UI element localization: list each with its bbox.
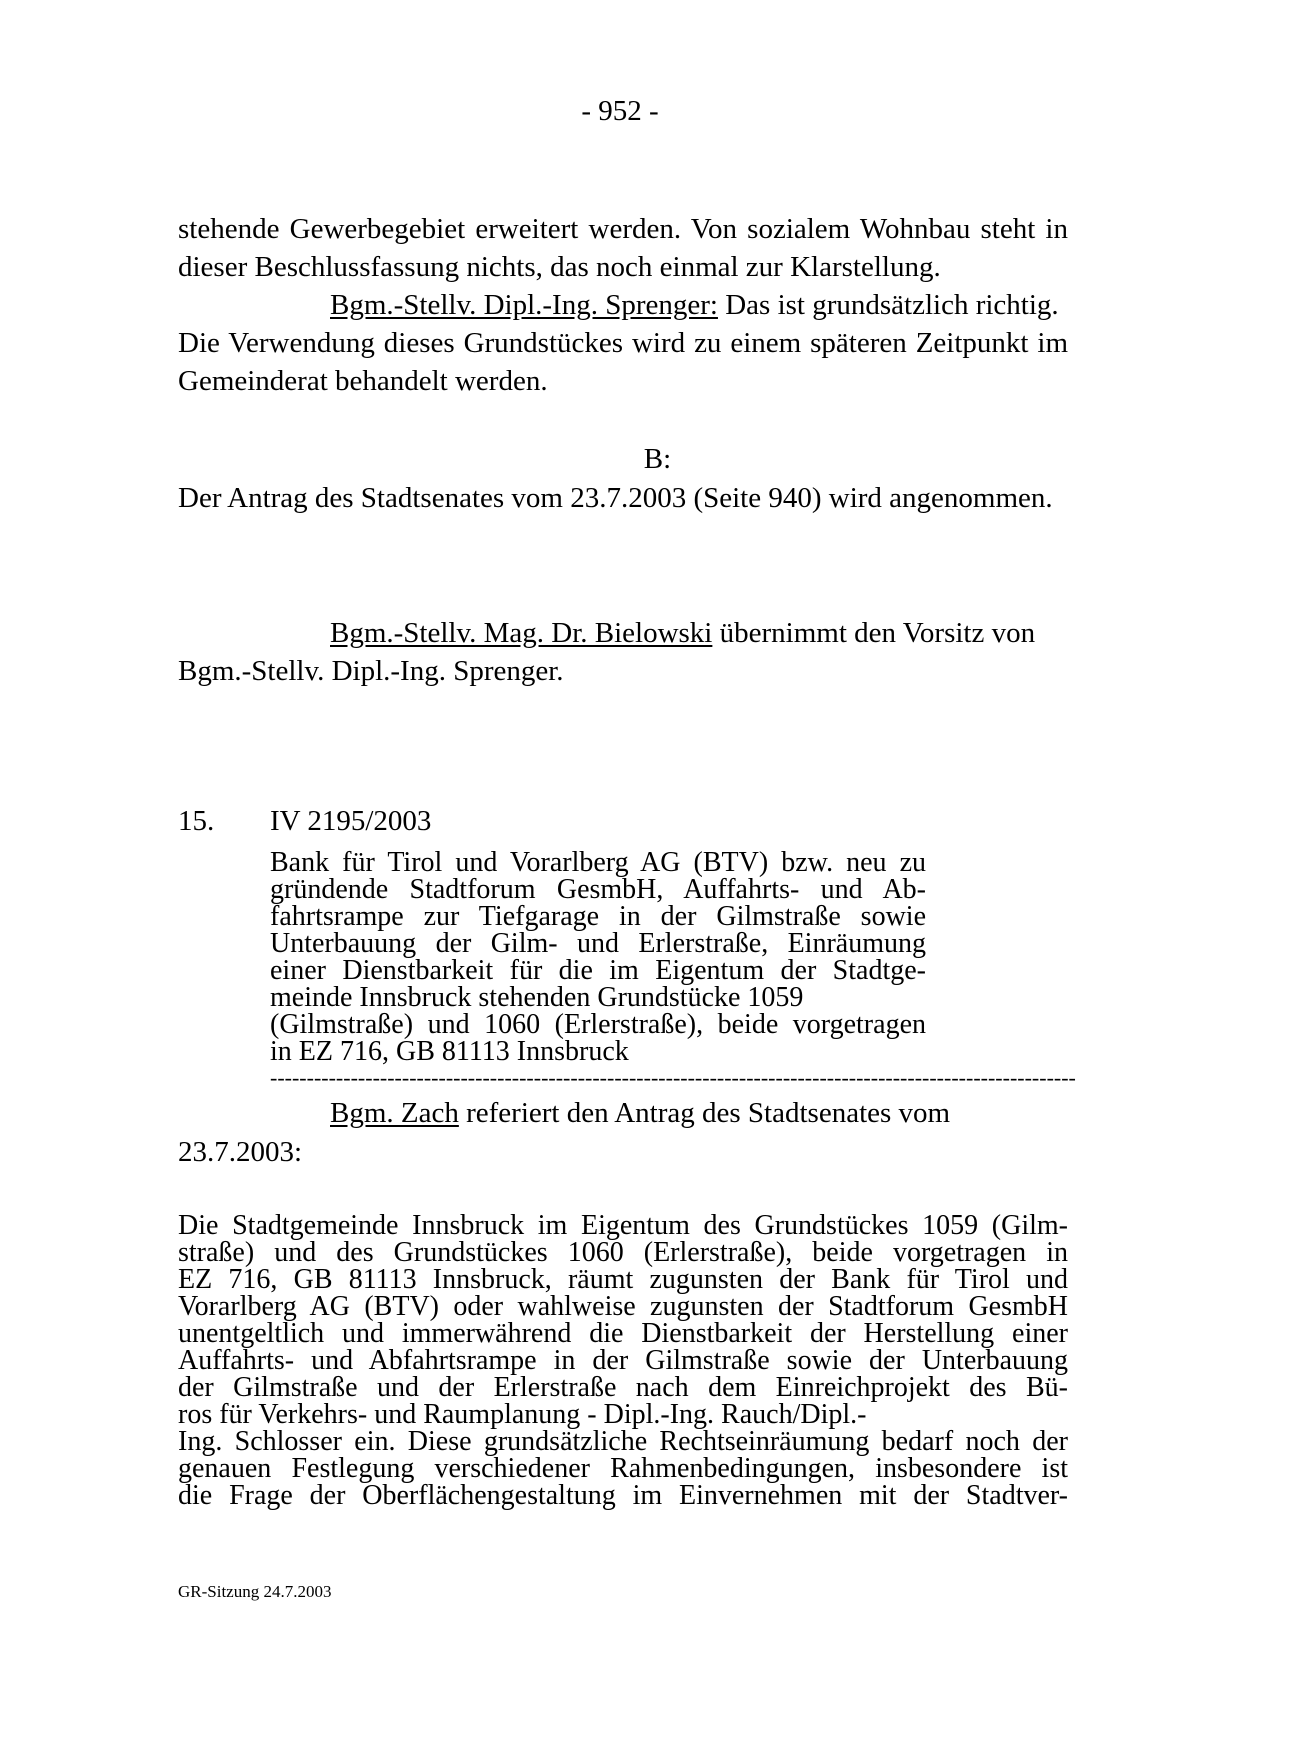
motion-line: Die Stadtgemeinde Innsbruck im Eigentum des Grundstückes 1059 (Gilm- xyxy=(178,1210,1068,1241)
item-code: IV 2195/2003 xyxy=(270,805,432,837)
intro-line-2: dieser Beschlussfassung nichts, das noch einmal zur Klarstellung. xyxy=(178,251,941,283)
separator-line: -------------------------------------------------------------------------------------------------------------- xyxy=(270,1065,1076,1090)
motion-line: straße) und des Grundstückes 1060 (Erlerstraße), beide vorgetragen in xyxy=(178,1237,1068,1268)
subject-line: meinde Innsbruck stehenden Grundstücke 1059 xyxy=(270,982,804,1013)
motion-line: der Gilmstraße und der Erlerstraße nach dem Einreichprojekt des Bü- xyxy=(178,1372,1068,1403)
motion-line: EZ 716, GB 81113 Innsbruck, räumt zugunsten der Bank für Tirol und xyxy=(178,1264,1068,1295)
subject-line: (Gilmstraße) und 1060 (Erlerstraße), beide vorgetragen xyxy=(270,1009,926,1040)
intro-line-3 xyxy=(178,286,1068,324)
subject-line: Bank für Tirol und Vorarlberg AG (BTV) bzw. neu zu xyxy=(270,847,926,878)
subject-line: Unterbauung der Gilm- und Erlerstraße, Einräumung xyxy=(270,928,926,959)
subject-line: fahrtsrampe zur Tiefgarage in der Gilmstraße sowie xyxy=(270,901,926,932)
motion-line: die Frage der Oberflächengestaltung im Einvernehmen mit der Stadtver- xyxy=(178,1480,1068,1511)
motion-line: Ing. Schlosser ein. Diese grundsätzliche Rechtseinräumung bedarf noch der xyxy=(178,1426,1068,1457)
motion-line: Auffahrts- und Abfahrtsrampe in der Gilmstraße sowie der Unterbauung xyxy=(178,1345,1068,1376)
motion-date: 23.7.2003: xyxy=(178,1136,303,1168)
section-b-resolution: Der Antrag des Stadtsenates vom 23.7.2003 (Seite 940) wird angenommen. xyxy=(178,482,1053,514)
footer-session-date: GR-Sitzung 24.7.2003 xyxy=(178,1582,332,1601)
page-number: - 952 - xyxy=(581,95,659,127)
chair-change-text: übernimmt den Vorsitz von xyxy=(712,617,1036,649)
intro-line-5: Gemeinderat behandelt werden. xyxy=(178,365,548,397)
intro-line-1: stehende Gewerbegebiet erweitert werden. Von sozialem Wohnbau steht in xyxy=(178,213,1068,245)
speaker-zach: Bgm. Zach xyxy=(330,1097,459,1129)
item-subject xyxy=(270,849,926,1065)
item-number: 15. xyxy=(178,805,215,837)
motion-text xyxy=(178,1212,1068,1509)
motion-line: unentgeltlich und immerwährend die Dienstbarkeit der Herstellung einer xyxy=(178,1318,1068,1349)
referent-text: referiert den Antrag des Stadtsenates vom xyxy=(458,1097,951,1129)
chair-change-line-2: Bgm.-Stellv. Dipl.-Ing. Sprenger. xyxy=(178,655,564,687)
intro-line-4: Die Verwendung dieses Grundstückes wird zu einem späteren Zeitpunkt im xyxy=(178,327,1068,359)
motion-line: Vorarlberg AG (BTV) oder wahlweise zugunsten der Stadtforum GesmbH xyxy=(178,1291,1068,1322)
speaker-sprenger: Bgm.-Stellv. Dipl.-Ing. Sprenger: xyxy=(330,289,718,321)
subject-line: in EZ 716, GB 81113 Innsbruck xyxy=(270,1036,629,1067)
subject-line: gründende Stadtforum GesmbH, Auffahrts- und Ab- xyxy=(270,874,926,905)
chair-change-line-1 xyxy=(178,614,1068,652)
section-b-heading: B: xyxy=(643,443,672,475)
subject-line: einer Dienstbarkeit für die im Eigentum der Stadtge- xyxy=(270,955,926,986)
speaker-bielowski: Bgm.-Stellv. Mag. Dr. Bielowski xyxy=(330,617,713,649)
referent-line xyxy=(178,1094,1068,1132)
motion-line: genauen Festlegung verschiedener Rahmenbedingungen, insbesondere ist xyxy=(178,1453,1068,1484)
speaker-sprenger-statement: Das ist grundsätzlich richtig. xyxy=(717,289,1059,321)
motion-line: ros für Verkehrs- und Raumplanung - Dipl.-Ing. Rauch/Dipl.- xyxy=(178,1399,867,1430)
